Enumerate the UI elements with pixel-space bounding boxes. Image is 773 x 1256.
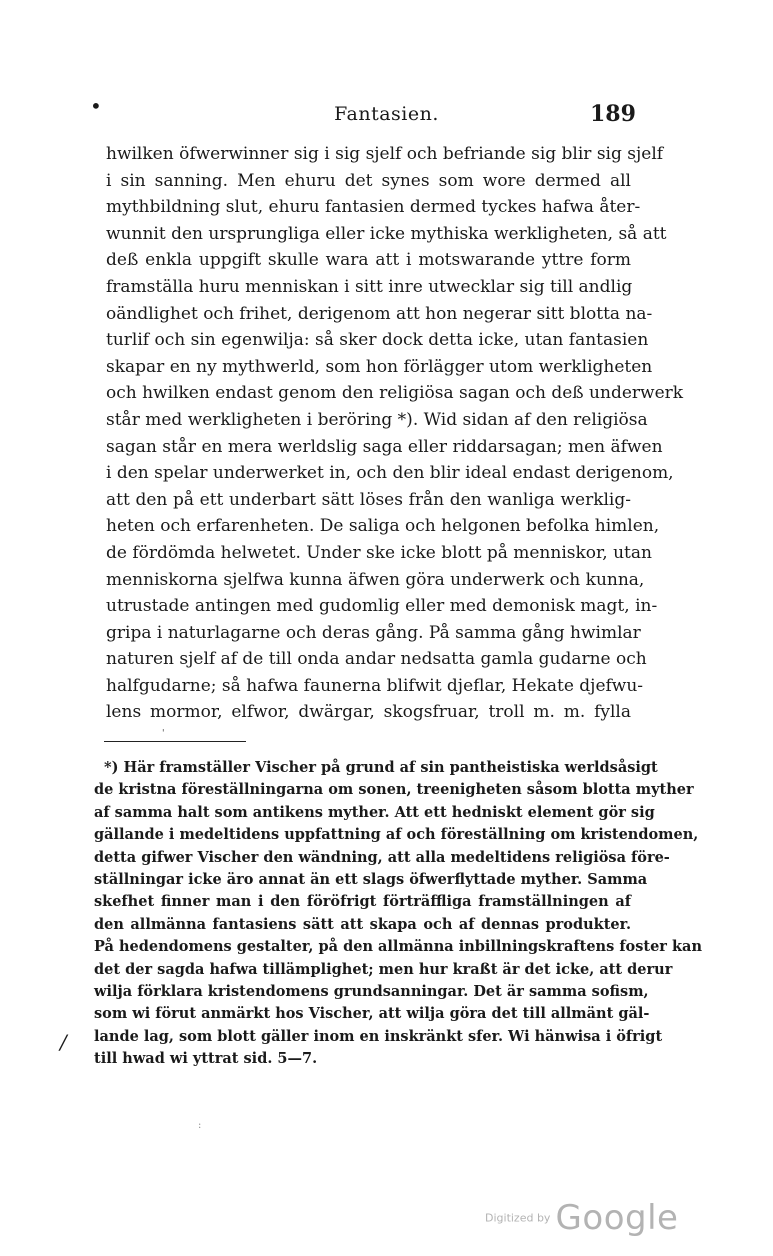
footnote-divider [104,741,246,742]
body-line: framställa huru menniskan i sitt inre utwecklar sig till andlig [106,276,633,297]
page-number: 189 [590,101,636,127]
body-line: att den på ett underbart sätt löses från den wanliga werklig- [106,489,631,510]
footnote-line: det der sagda hafwa tillämplighet; men hur kraßt är det icke, att derur [94,960,673,978]
footnote-line: till hwad wi yttrat sid. 5—7. [94,1050,318,1068]
body-line: de fördömda helwetet. Under ske icke blott på menniskor, utan [106,542,652,563]
body-line: oändlighet och frihet, derigenom att hon negerar sitt blotta na- [106,303,653,324]
body-line: halfgudarne; så hafwa faunerna blifwit djeflar, Hekate djefwu- [106,675,644,696]
digitized-by-google-watermark [485,1198,678,1238]
body-text [106,141,684,726]
watermark-prefix: Digitized by [485,1211,551,1225]
body-line: lens mormor, elfwor, dwärgar, skogsfruar, troll m. m. fylla [106,702,631,723]
footnote-line: wilja förklara kristendomens grundsanningar. Det är samma sofism, [94,983,649,1001]
body-line: naturen sjelf af de till onda andar nedsatta gamla gudarne och [106,649,647,670]
footnote-line: ställningar icke äro annat än ett slags öfwerflyttade myther. Samma [94,871,648,889]
footnote-line: af samma halt som antikens myther. Att ett hedniskt element gör sig [94,803,655,821]
footnote [94,757,702,1071]
body-line: mythbildning slut, ehuru fantasien dermed tyckes hafwa åter- [106,197,641,218]
body-line: skapar en ny mythwerld, som hon förlägger utom werkligheten [106,356,653,377]
footnote-line: lande lag, som blott gäller inom en inskränkt sfer. Wi hänwisa i öfrigt [94,1027,663,1045]
footnote-line: skefhet finner man i den föröfrigt förträffliga framställningen af [94,893,631,911]
running-head-title: Fantasien. [334,103,439,125]
body-line: deß enkla uppgift skulle wara att i motswarande yttre form [106,250,631,271]
body-line: hwilken öfwerwinner sig i sig sjelf och befriande sig blir sig sjelf [106,144,664,164]
body-line: sagan står en mera werldslig saga eller riddarsagan; men äfwen [106,436,663,457]
rule-tick-mark: ' [162,729,165,739]
body-line: och hwilken endast genom den religiösa sagan och deß underwerk [106,383,684,404]
footnote-line: detta gifwer Vischer den wändning, att alla medeltidens religiösa före- [94,848,670,866]
body-line: står med werkligheten i beröring *). Wid sidan af den religiösa [106,409,648,430]
footnote-line: de kristna föreställningarna om sonen, treenigheten såsom blotta myther [94,781,694,799]
body-line: heten och erfarenheten. De saliga och helgonen befolka himlen, [106,516,660,537]
google-logo: Google [555,1198,679,1238]
body-line: menniskorna sjelfwa kunna äfwen göra underwerk och kunna, [106,569,645,590]
footnote-line: den allmänna fantasiens sätt att skapa och af dennas produkter. [94,915,631,933]
stray-dot-mark: : [198,1120,202,1131]
footnote-line: *) Här framställer Vischer på grund af sin pantheistiska werldsåsigt [104,759,658,776]
footnote-line: gällande i medeltidens uppfattning af och föreställning om kristendomen, [94,826,699,844]
footnote-line: På hedendomens gestalter, på den allmänna inbillningskraftens foster kan [94,938,702,956]
header-bullet: • [90,94,102,118]
body-line: utrustade antingen med gudomlig eller med demonisk magt, in- [106,596,658,617]
body-line: i den spelar underwerket in, och den blir ideal endast derigenom, [106,463,674,484]
footnote-line: som wi förut anmärkt hos Vischer, att wilja göra det till allmänt gäl- [94,1005,650,1023]
body-line: wunnit den ursprungliga eller icke mythiska werkligheten, så att [106,223,667,244]
body-line: turlif och sin egenwilja: så sker dock detta icke, utan fantasien [106,330,649,351]
body-line: i sin sanning. Men ehuru det synes som wore dermed all [106,170,631,191]
body-line: gripa i naturlagarne och deras gång. På samma gång hwimlar [106,622,641,643]
margin-pen-mark: / [60,1030,67,1054]
